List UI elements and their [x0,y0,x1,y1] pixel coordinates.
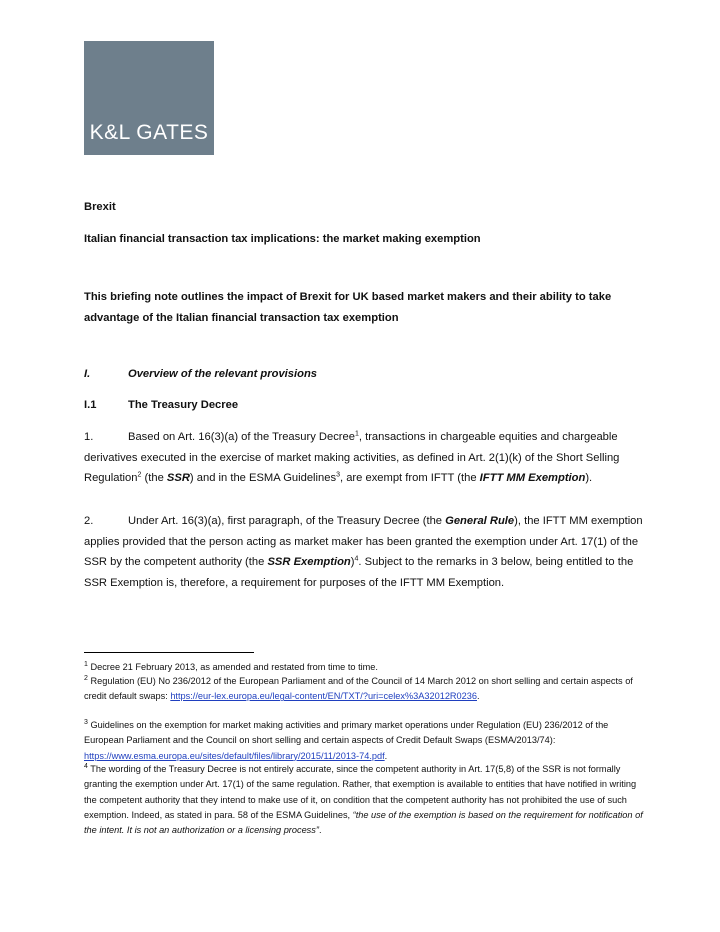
paragraph-2 [84,511,644,593]
text: , transactions in chargeable equities and chargeable derivatives executed in the exercise of market making activities, as defined in Art. 2(1)(k) of the Short Selling Regulation [84,431,620,484]
defined-term-ssr-exemption: SSR Exemption [267,556,351,568]
footnote-ref-2: 2 [137,471,142,479]
footnote-2 [84,674,644,705]
footnote-text: The wording of the Treasury Decree is not entirely accurate, since the competent authority in Art. 17(5,8) of the SSR is not formally granting the exemption under Art. 17(1) of the same regulation. Rather, that exemption is available to entities that have notified in writing the competent authority that they intend to make use of it, on condition that the competent authority has not prohibited the use of such exemption. Indeed, as stated in para. 58 of the ESMA Guidelines, [84,764,637,820]
footnote-text: Regulation (EU) No 236/2012 of the European Parliament and of the Council of 14 March 2012 on short selling and certain aspects of credit default swaps: [84,676,633,702]
paragraph-1-number: 1. [84,431,94,443]
footnote-4 [84,762,644,838]
footnote-text: . [318,825,322,836]
subsection-heading [84,399,238,411]
paragraph-2-number: 2. [84,515,94,527]
section-heading [84,368,317,380]
esma-quote: “the use of the exemption is based on the requirement for notification of the intent. It is not an authorization or a licensing process” [84,809,643,836]
footnote-1 [84,660,644,675]
text: ), the IFTT MM exemption applies provided that the person acting as market maker has been granted the exemption under Art. 17(1) of the SSR by the competent authority (the [84,515,643,568]
defined-term-general-rule: General Rule [445,515,515,527]
paragraph-1 [84,427,644,489]
defined-term-ssr: SSR [166,472,190,484]
footnote-ref-3: 3 [336,471,340,479]
footnote-3-number: 3 [84,718,88,726]
footnote-text: Guidelines on the exemption for market making activities and primary market operations under Regulation (EU) 236/2012 of the European Parliament and the Council on short selling and certain aspects of Credit Default Swaps (ESMA/2013/74): [84,720,609,746]
section-title: Overview of the relevant provisions [128,368,318,380]
footnote-3 [84,718,644,764]
text: (the [141,472,167,484]
category-heading: Brexit [84,201,116,213]
section-number: I. [84,368,91,380]
subsection-title: The Treasury Decree [128,399,239,411]
text: ) and in the ESMA Guidelines [189,472,337,484]
logo-text: K&L GATES [89,121,209,144]
footnote-divider [84,652,254,653]
text: ) [350,556,355,568]
text: ). [585,472,593,484]
defined-term-ifft-mm-exemption: IFTT MM Exemption [479,472,586,484]
text: Under Art. 16(3)(a), first paragraph, of the Treasury Decree (the [128,515,446,527]
footnote-text: . [384,750,388,761]
footnote-text: Decree 21 February 2013, as amended and restated from time to time. [87,662,378,672]
footnote-1-number: 1 [84,660,88,668]
footnote-2-number: 2 [84,674,88,682]
document-title: Italian financial transaction tax implications: the market making exemption [84,233,481,245]
footnote-ref-4: 4 [354,555,359,563]
footnote-ref-1: 1 [354,430,359,438]
text: , are exempt from IFTT (the [339,472,480,484]
esma-link[interactable]: https://www.esma.europa.eu/sites/default/files/library/2015/11/2013-74.pdf [84,750,385,761]
text: Based on Art. 16(3)(a) of the Treasury Decree [128,431,355,443]
summary-text: This briefing note outlines the impact of Brexit for UK based market makers and their ability to take advantage of the Italian financial transaction tax exemption [84,291,612,324]
text: . Subject to the remarks in 3 below, being entitled to the SSR Exemption is, therefore, a requirement for purposes of the IFTT MM Exemption. [84,556,634,589]
eur-lex-link[interactable]: https://eur-lex.europa.eu/legal-content/EN/TXT/?uri=celex%3A32012R0236 [170,691,477,702]
footnote-4-number: 4 [84,762,88,770]
kl-gates-logo [84,41,214,155]
footnote-text: . [477,691,480,702]
subsection-number: I.1 [84,399,97,411]
